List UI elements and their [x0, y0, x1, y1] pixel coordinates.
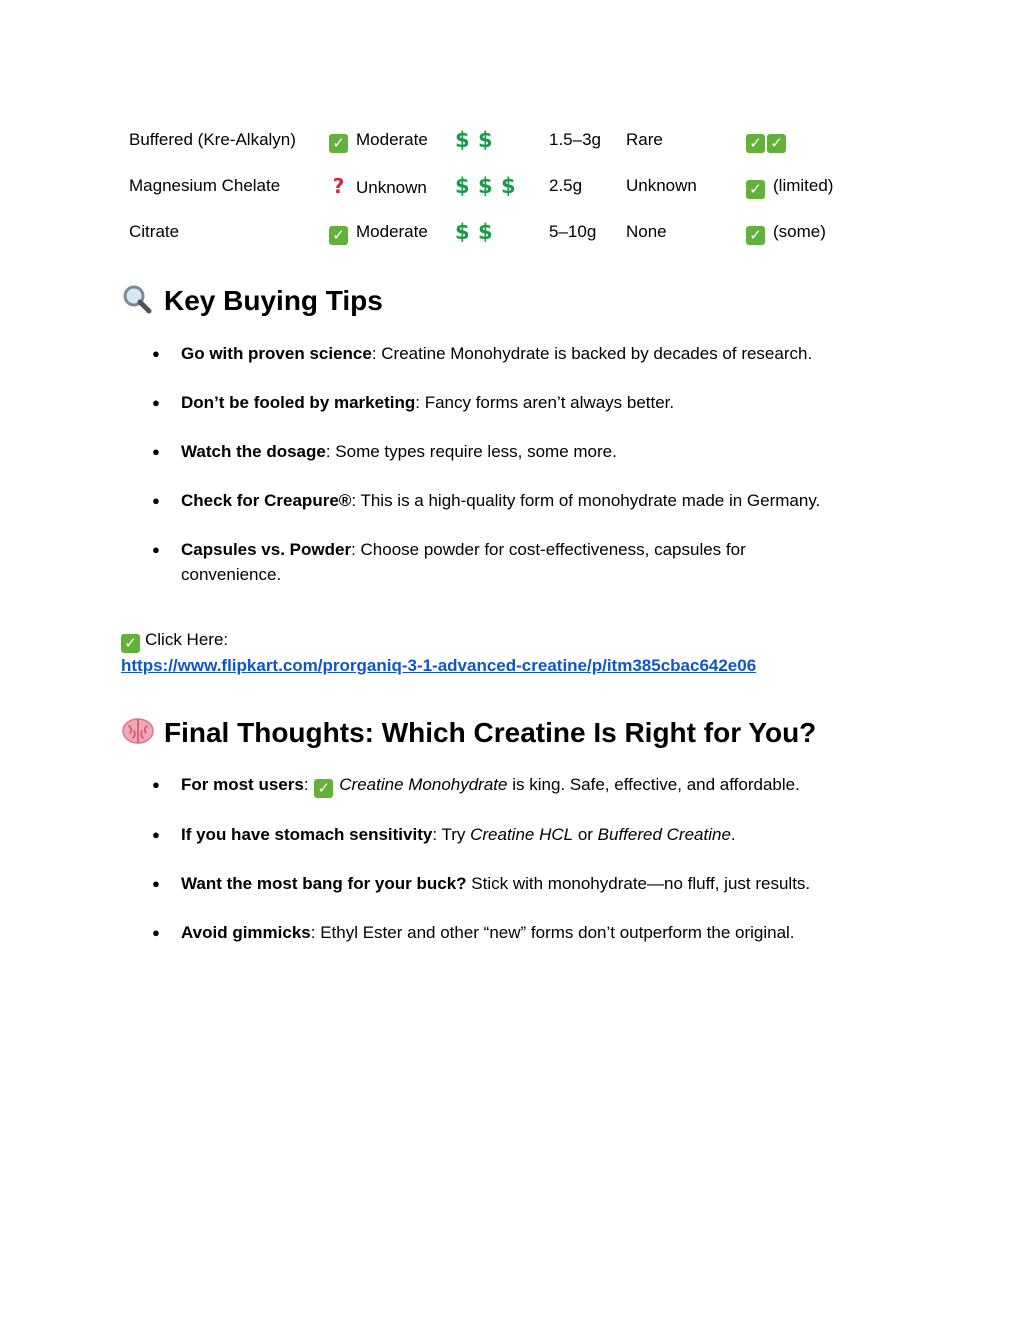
cta-block [121, 627, 756, 678]
recommended-cell: ✓ (limited) [746, 172, 833, 200]
bullet-icon: ● [152, 493, 160, 508]
dollar-icon: $ [501, 174, 516, 198]
dose-cell: 5–10g [549, 222, 597, 241]
research-cell: ? Unknown [329, 172, 427, 202]
bullet-icon: ● [152, 777, 160, 792]
side-effects-cell: Rare [626, 130, 663, 149]
dollar-icon: $ [455, 174, 470, 198]
cost-cell [455, 218, 501, 248]
list-item: ● For most users: ✓ Creatine Monohydrate is king. Safe, effective, and affordable. [152, 772, 892, 798]
bullet-icon: ● [152, 395, 160, 410]
check-icon: ✓ [767, 134, 786, 153]
dose-cell: 2.5g [549, 176, 583, 195]
final-list [152, 772, 892, 969]
check-icon: ✓ [329, 226, 348, 245]
list-item: ● Avoid gimmicks: Ethyl Ester and other “new” forms don’t outperform the original. [152, 920, 892, 945]
dollar-icon: $ [455, 220, 470, 244]
table-row [129, 172, 889, 218]
bullet-icon: ● [152, 444, 160, 459]
table-row [129, 126, 889, 172]
dollar-icon: $ [478, 174, 493, 198]
list-item: ● Don’t be fooled by marketing: Fancy forms aren’t always better. [152, 390, 892, 415]
magnifier-icon [121, 284, 155, 314]
recommended-cell: ✓ (some) [746, 218, 826, 246]
final-heading: Final Thoughts: Which Creatine Is Right for You? [121, 715, 816, 751]
dollar-icon: $ [478, 220, 493, 244]
form-cell: Buffered (Kre-Alkalyn) [129, 130, 296, 149]
research-cell: ✓ Moderate [329, 126, 428, 154]
list-item: ● Want the most bang for your buck? Stick with monohydrate—no fluff, just results. [152, 871, 892, 896]
bullet-icon: ● [152, 876, 160, 891]
bullet-icon: ● [152, 346, 160, 361]
research-cell: ✓ Moderate [329, 218, 428, 246]
check-icon: ✓ [746, 134, 765, 153]
form-cell: Magnesium Chelate [129, 176, 281, 195]
side-effects-cell: Unknown [626, 176, 697, 195]
table-row [129, 218, 889, 264]
check-icon: ✓ [314, 779, 333, 798]
check-icon: ✓ [329, 134, 348, 153]
tips-heading: Key Buying Tips [121, 283, 383, 319]
question-icon: ? [332, 174, 345, 198]
tips-list [152, 341, 892, 611]
list-item: ● Watch the dosage: Some types require less, some more. [152, 439, 892, 464]
dollar-icon: $ [478, 128, 493, 152]
check-icon: ✓ [746, 226, 765, 245]
dollar-icon: $ [455, 128, 470, 152]
cost-cell [455, 126, 501, 156]
side-effects-cell: None [626, 222, 667, 241]
comparison-table [129, 126, 889, 264]
brain-icon [121, 716, 155, 746]
cta-label: Click Here: [145, 630, 229, 649]
cost-cell [455, 172, 524, 202]
bullet-icon: ● [152, 827, 160, 842]
product-link[interactable]: https://www.flipkart.com/prorganiq-3-1-advanced-creatine/p/itm385cbac642e06 [121, 656, 757, 675]
list-item: ● Capsules vs. Powder: Choose powder for cost-effectiveness, capsules for convenience. [152, 537, 892, 587]
list-item: ● Check for Creapure®: This is a high-quality form of monohydrate made in Germany. [152, 488, 892, 513]
list-item: ● If you have stomach sensitivity: Try Creatine HCL or Buffered Creatine. [152, 822, 892, 847]
list-item: ● Go with proven science: Creatine Monohydrate is backed by decades of research. [152, 341, 892, 366]
recommended-cell [746, 126, 794, 154]
dose-cell: 1.5–3g [549, 130, 601, 149]
check-icon: ✓ [746, 180, 765, 199]
check-icon: ✓ [121, 634, 140, 653]
bullet-icon: ● [152, 925, 160, 940]
bullet-icon: ● [152, 542, 160, 557]
form-cell: Citrate [129, 222, 180, 241]
